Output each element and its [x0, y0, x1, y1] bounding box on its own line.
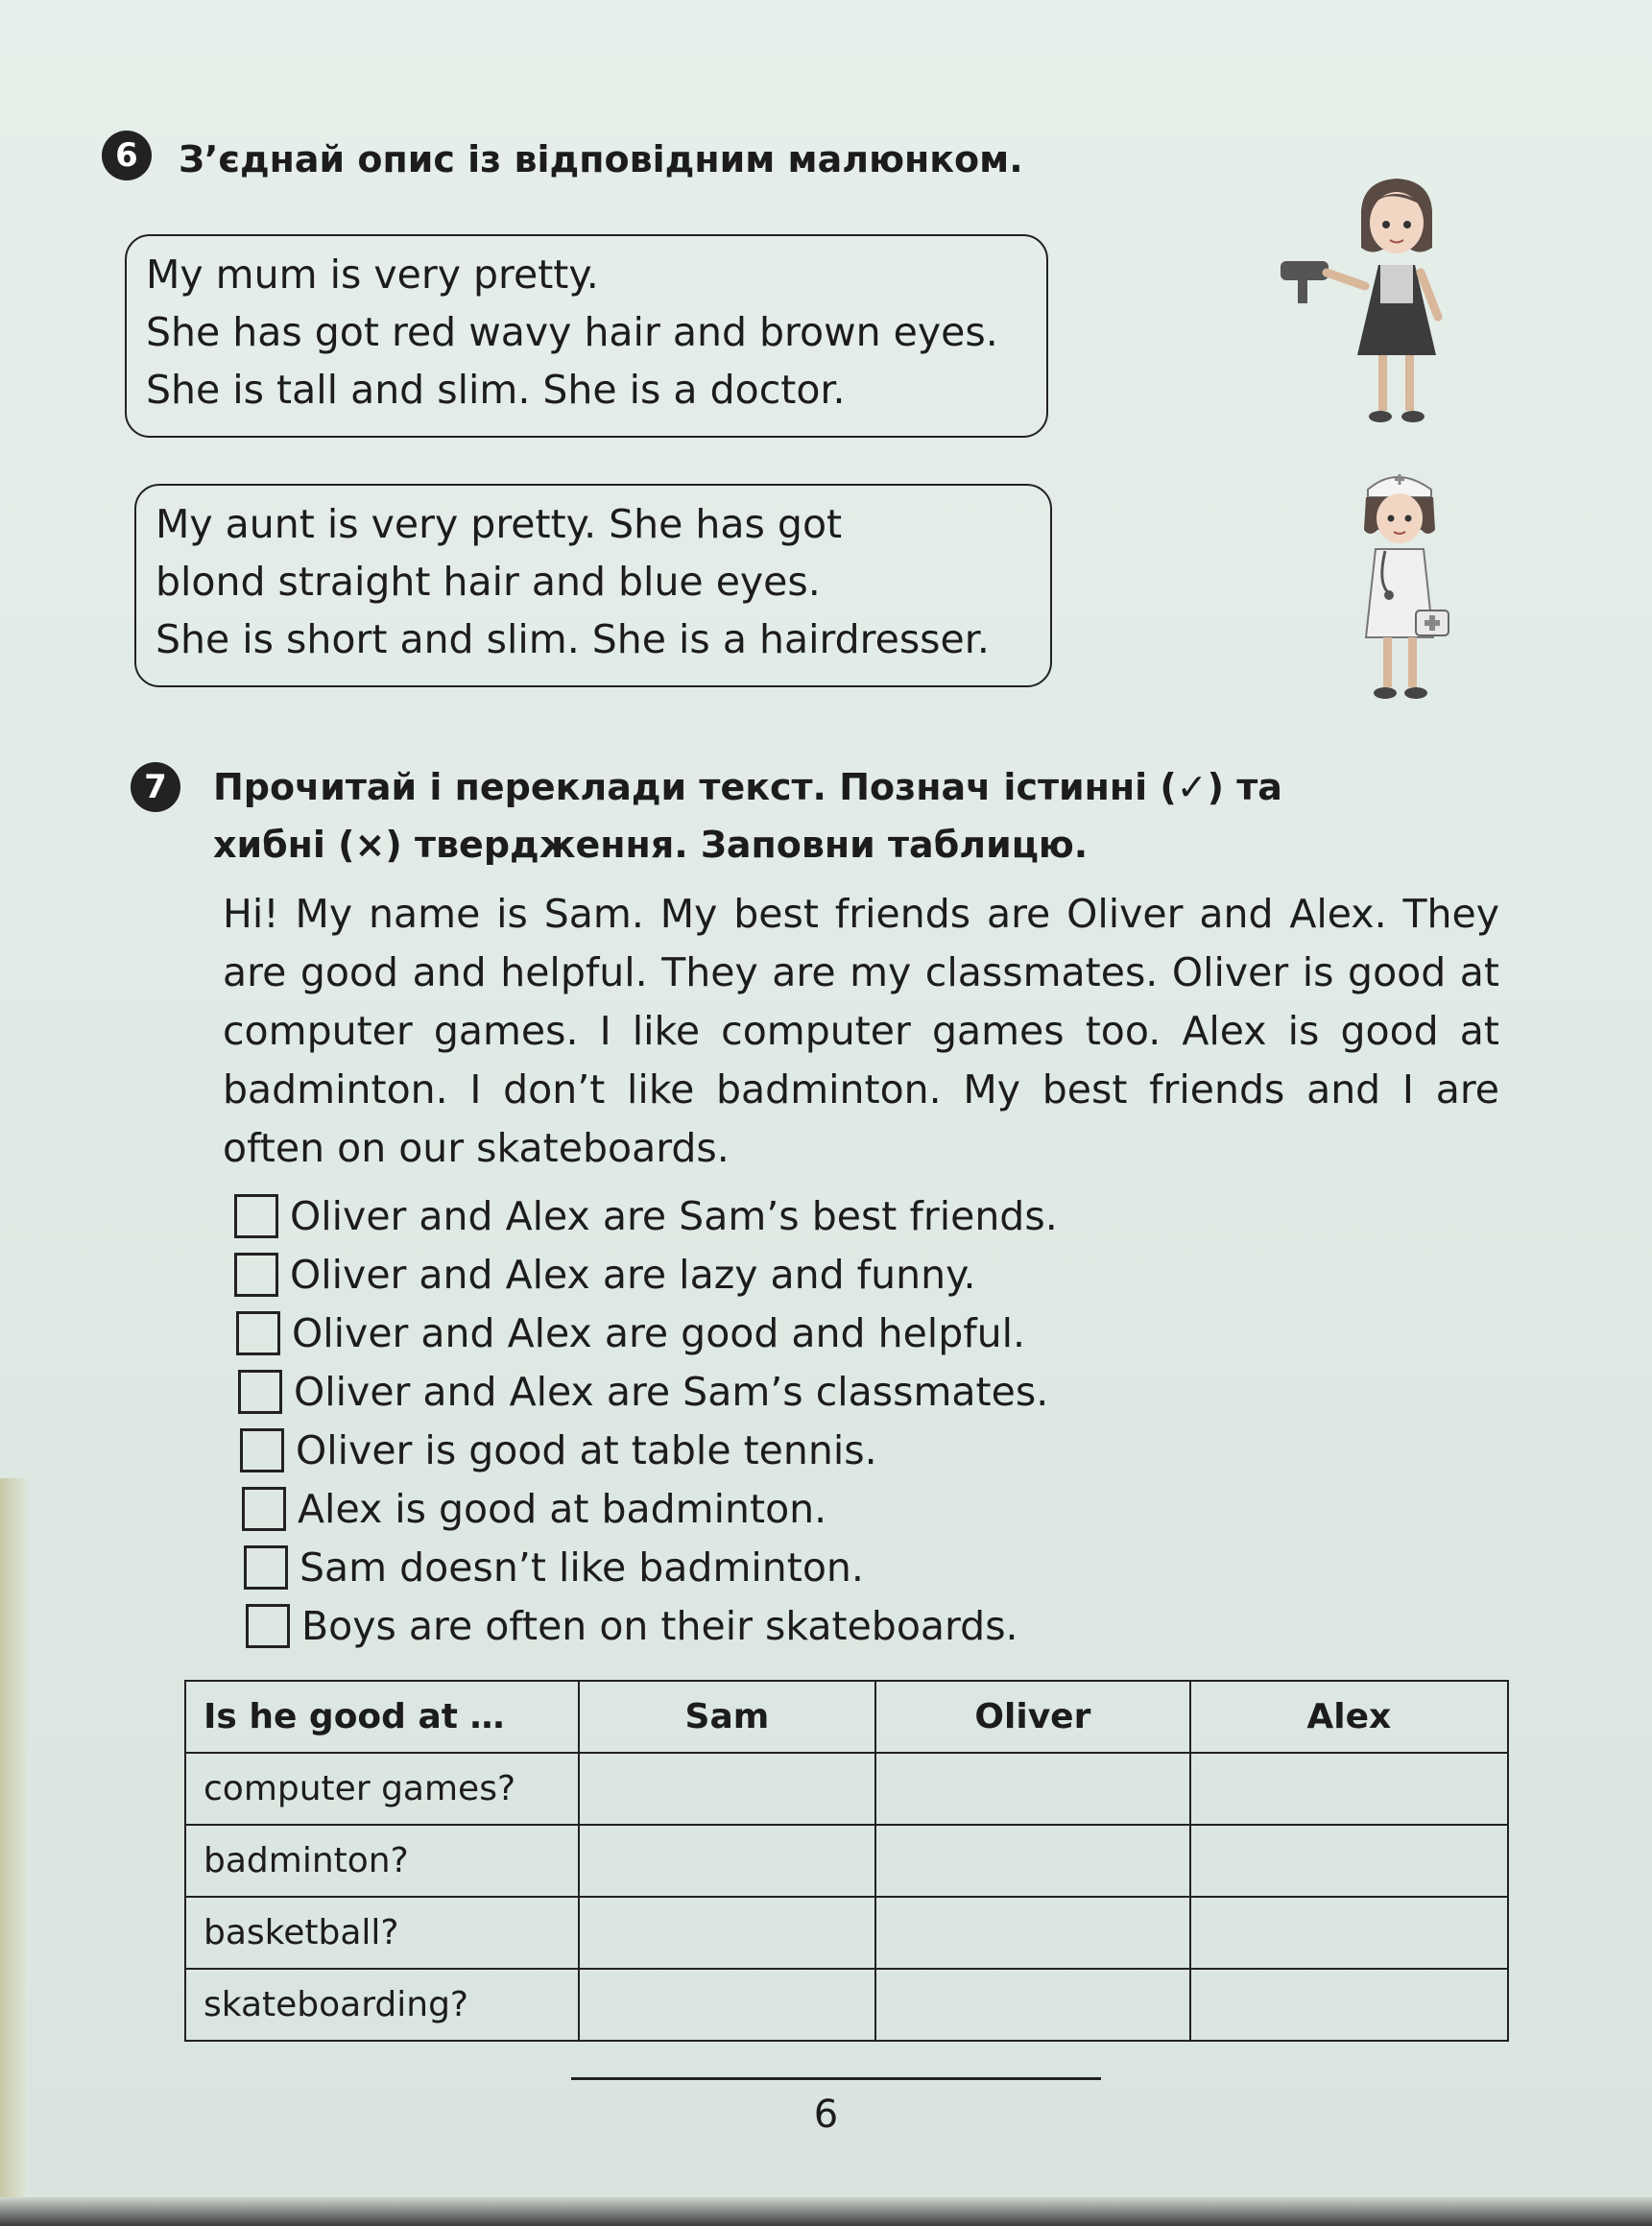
table-cell[interactable] [875, 1825, 1189, 1897]
hairdresser-girl-illustration[interactable] [1277, 173, 1459, 432]
table-header-cell: Alex [1190, 1681, 1508, 1753]
statement-checkbox[interactable] [236, 1311, 280, 1355]
statement-text: Oliver and Alex are lazy and funny. [290, 1251, 976, 1298]
box-aunt-line-2: blond straight hair and blue eyes. [156, 559, 821, 605]
box-mum-line-1: My mum is very pretty. [146, 251, 599, 298]
table-cell[interactable] [1190, 1897, 1508, 1969]
table-row-label: basketball? [185, 1897, 579, 1969]
statement-checkbox[interactable] [234, 1253, 278, 1297]
table-header-cell: Is he good at … [185, 1681, 579, 1753]
statement-item [240, 1421, 1058, 1479]
statement-text: Boys are often on their skateboards. [301, 1602, 1018, 1649]
table-row [185, 1897, 1508, 1969]
statement-item [246, 1596, 1058, 1655]
table-cell[interactable] [1190, 1825, 1508, 1897]
task-6-title: З’єднай опис із відповідним малюнком. [179, 138, 1023, 180]
box-mum-line-2: She has got red wavy hair and brown eyes. [146, 309, 998, 355]
statement-text: Alex is good at badminton. [298, 1485, 827, 1532]
statement-item [242, 1479, 1058, 1538]
table-row-label: computer games? [185, 1753, 579, 1825]
box-mum-line-3: She is tall and slim. She is a doctor. [146, 367, 846, 413]
statement-checkbox[interactable] [240, 1428, 284, 1472]
task-7-title-line-2: хибні (×) твердження. Заповни таблицю. [213, 824, 1089, 866]
description-box-mum[interactable] [125, 234, 1048, 438]
skills-table [184, 1680, 1509, 2042]
statement-checkbox[interactable] [242, 1487, 286, 1531]
table-header-cell: Oliver [875, 1681, 1189, 1753]
table-header-cell: Sam [579, 1681, 875, 1753]
statement-text: Oliver and Alex are good and helpful. [292, 1309, 1026, 1356]
page-edge-bottom [0, 2197, 1652, 2226]
table-header-row [185, 1681, 1508, 1753]
table-cell[interactable] [579, 1897, 875, 1969]
table-cell[interactable] [579, 1825, 875, 1897]
statement-checkbox[interactable] [234, 1194, 278, 1238]
table-cell[interactable] [579, 1969, 875, 2041]
table-row [185, 1825, 1508, 1897]
statement-text: Oliver and Alex are Sam’s classmates. [294, 1368, 1049, 1415]
statement-text: Oliver is good at table tennis. [296, 1426, 877, 1473]
page-edge-left [0, 1478, 29, 2217]
statements-list [234, 1186, 1058, 1655]
box-aunt-line-1: My aunt is very pretty. She has got [156, 501, 843, 547]
statement-item [244, 1538, 1058, 1596]
table-row-label: skateboarding? [185, 1969, 579, 2041]
footer-divider [571, 2077, 1101, 2080]
table-cell[interactable] [1190, 1969, 1508, 2041]
table-cell[interactable] [1190, 1753, 1508, 1825]
statement-item [238, 1362, 1058, 1421]
medical-bag-icon [1416, 610, 1448, 635]
statement-item [234, 1245, 1058, 1304]
box-aunt-line-3: She is short and slim. She is a hairdresser. [156, 616, 990, 662]
table-row-label: badminton? [185, 1825, 579, 1897]
reading-text: Hi! My name is Sam. My best friends are Oliver and Alex. They are good and helpful. They are my classmates. Oliver is good at computer games. I like computer games too. Alex is good at badminton. I don’t like badminton. My best friends and I are often on our skateboards. [223, 891, 1499, 1171]
description-box-aunt[interactable] [134, 484, 1052, 687]
task-7-number-badge: 7 [131, 762, 180, 812]
task-6-number-badge: 6 [102, 131, 152, 180]
task-6-header [102, 131, 1023, 188]
table-cell[interactable] [875, 1753, 1189, 1825]
statement-item [234, 1186, 1058, 1245]
statement-text: Sam doesn’t like badminton. [299, 1544, 864, 1591]
statement-checkbox[interactable] [238, 1370, 282, 1414]
doctor-girl-illustration[interactable] [1339, 468, 1464, 708]
statement-checkbox[interactable] [244, 1545, 288, 1590]
table-row [185, 1753, 1508, 1825]
task-7-title-line-1: Прочитай і переклади текст. Познач істинні (✓) та [213, 766, 1282, 808]
table-row [185, 1969, 1508, 2041]
table-cell[interactable] [579, 1753, 875, 1825]
statement-checkbox[interactable] [246, 1604, 290, 1648]
table-cell[interactable] [875, 1897, 1189, 1969]
task-7-header [131, 758, 1490, 874]
statement-text: Oliver and Alex are Sam’s best friends. [290, 1192, 1058, 1239]
statement-item [236, 1304, 1058, 1362]
page-number: 6 [813, 2093, 839, 2137]
table-cell[interactable] [875, 1969, 1189, 2041]
hair-dryer-icon [1281, 261, 1329, 303]
